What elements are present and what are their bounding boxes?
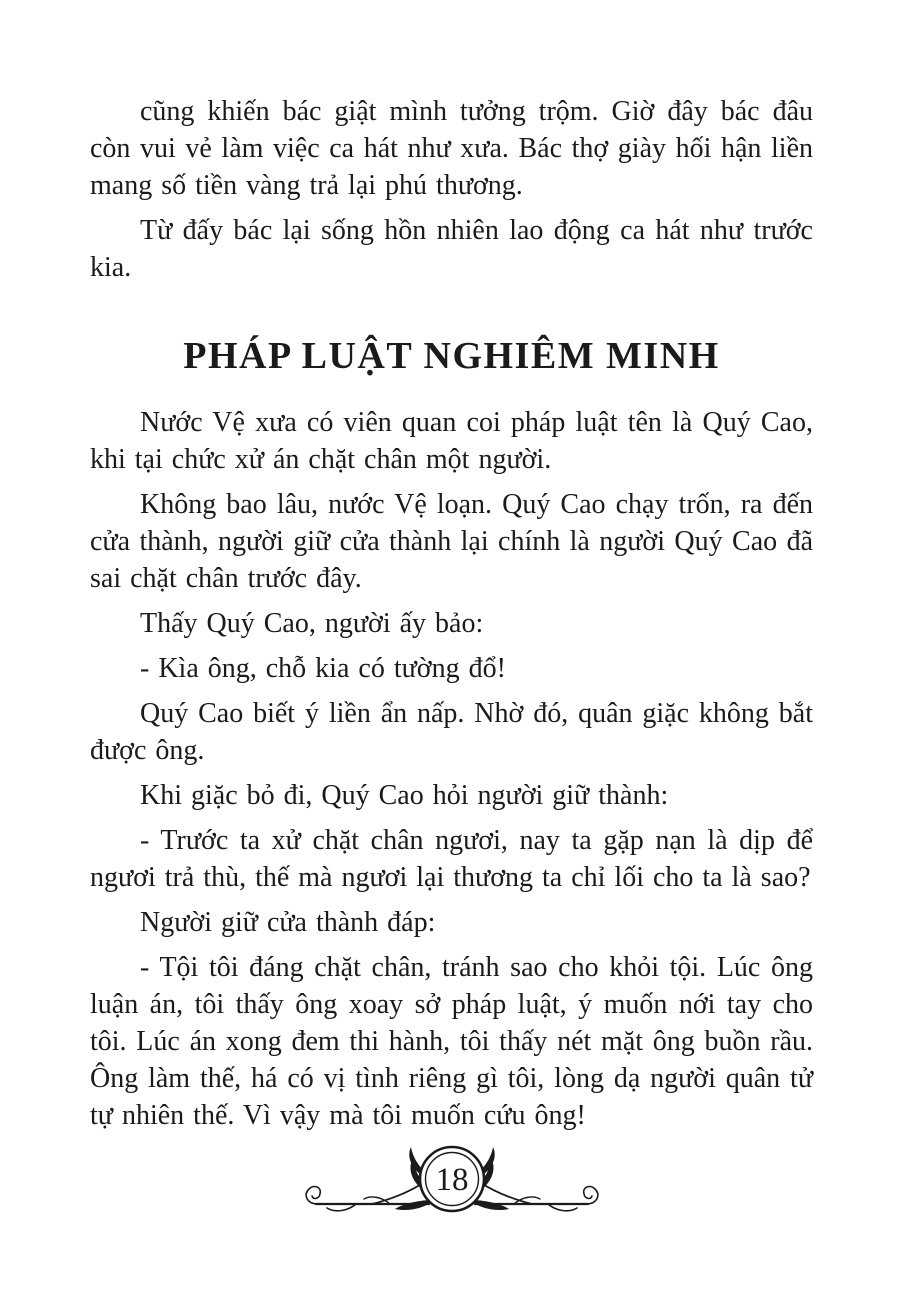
intro-paragraph: Từ đấy bác lại sống hồn nhiên lao động ca hát như trước kia. xyxy=(90,215,813,283)
page-content xyxy=(90,93,813,1142)
divider-flourish-icon xyxy=(302,1142,602,1226)
story-paragraph: Không bao lâu, nước Vệ loạn. Quý Cao chạy trốn, ra đến cửa thành, người giữ cửa thành lại chính là người Quý Cao đã sai chặt chân trước đây. xyxy=(90,489,813,594)
story-paragraph: Nước Vệ xưa có viên quan coi pháp luật tên là Quý Cao, khi tại chức xử án chặt chân một người. xyxy=(90,407,813,475)
page-number: 18 xyxy=(435,1162,468,1198)
story-paragraph-dialogue: - Trước ta xử chặt chân ngươi, nay ta gặp nạn là dịp để ngươi trả thù, thế mà ngươi lại thương ta chỉ lối cho ta là sao? xyxy=(90,825,813,893)
story-paragraph: Thấy Quý Cao, người ấy bảo: xyxy=(140,608,484,639)
story-paragraph: Khi giặc bỏ đi, Quý Cao hỏi người giữ thành: xyxy=(140,780,669,811)
story-paragraph-dialogue: - Tội tôi đáng chặt chân, tránh sao cho khỏi tội. Lúc ông luận án, tôi thấy ông xoay sở pháp luật, ý muốn nới tay cho tôi. Lúc án xong đem thi hành, tôi thấy nét mặt ông buồn rầu. Ông làm thế, há có vị tình riêng gì tôi, lòng dạ người quân tử tự nhiên thế. Vì vậy mà tôi muốn cứu ông! xyxy=(90,952,813,1131)
story-title: PHÁP LUẬT NGHIÊM MINH xyxy=(183,335,720,377)
story-paragraph: Người giữ cửa thành đáp: xyxy=(140,907,436,938)
intro-paragraph: cũng khiến bác giật mình tưởng trộm. Giờ đây bác đâu còn vui vẻ làm việc ca hát như xưa. Bác thợ giày hối hận liền mang số tiền vàng trả lại phú thương. xyxy=(90,96,813,201)
footer-ornament xyxy=(90,1142,813,1226)
story-paragraph-dialogue: - Kìa ông, chỗ kia có tường đổ! xyxy=(140,653,506,684)
story-paragraph: Quý Cao biết ý liền ẩn nấp. Nhờ đó, quân giặc không bắt được ông. xyxy=(90,698,813,766)
